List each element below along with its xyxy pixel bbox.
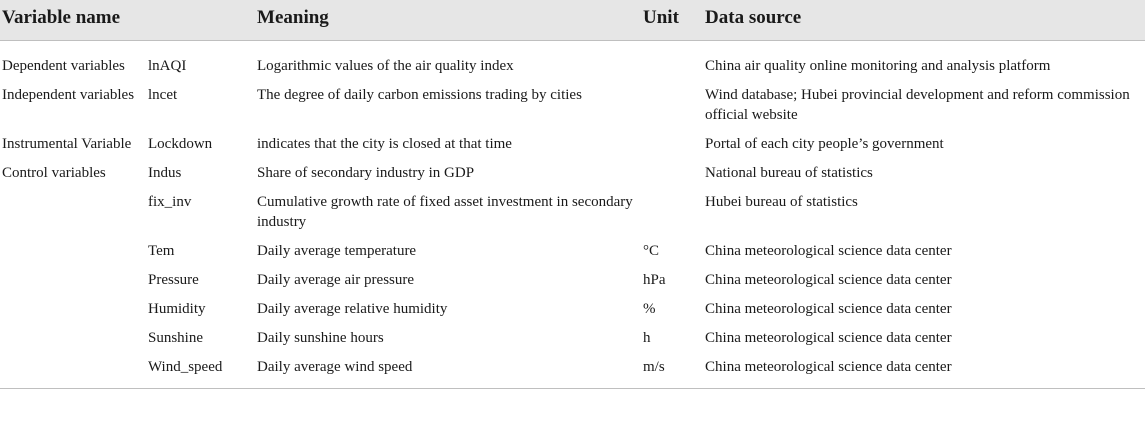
table-row (0, 319, 1145, 348)
cell-unit: h (643, 329, 651, 346)
header-data-source: Data source (705, 0, 1145, 40)
cell-category: Dependent variables (2, 57, 125, 74)
cell-meaning: The degree of daily carbon emissions trading by cities (257, 86, 582, 103)
table-row (0, 348, 1145, 389)
cell-unit (643, 125, 705, 154)
cell-source: China meteorological science data center (705, 242, 952, 259)
cell-variable: Humidity (148, 300, 206, 317)
cell-meaning: Daily sunshine hours (257, 329, 384, 346)
cell-source: Hubei bureau of statistics (705, 193, 858, 210)
table-row (0, 183, 1145, 232)
cell-category: Instrumental Variable (2, 135, 132, 152)
cell-unit: °C (643, 242, 660, 259)
table-header (0, 0, 1145, 40)
cell-category (0, 261, 148, 290)
cell-unit (643, 183, 705, 232)
cell-source: China air quality online monitoring and analysis platform (705, 57, 1051, 74)
cell-category: Control variables (2, 164, 106, 181)
cell-meaning: Cumulative growth rate of fixed asset investment in secondary industry (257, 193, 633, 230)
cell-unit (643, 40, 705, 76)
cell-category (0, 348, 148, 389)
cell-source: National bureau of statistics (705, 164, 873, 181)
cell-variable: Indus (148, 164, 182, 181)
cell-variable: lnAQI (148, 57, 187, 74)
cell-unit (643, 154, 705, 183)
cell-variable: lncet (148, 86, 178, 103)
cell-source: China meteorological science data center (705, 300, 952, 317)
cell-variable: Tem (148, 242, 175, 259)
cell-variable: Wind_speed (148, 358, 223, 375)
cell-source: China meteorological science data center (705, 329, 952, 346)
cell-variable: Lockdown (148, 135, 213, 152)
table-row (0, 125, 1145, 154)
cell-meaning: Daily average temperature (257, 242, 417, 259)
cell-meaning: Daily average wind speed (257, 358, 413, 375)
cell-category (0, 232, 148, 261)
cell-source: Portal of each city people’s government (705, 135, 944, 152)
header-unit: Unit (643, 0, 705, 40)
cell-meaning: Logarithmic values of the air quality index (257, 57, 514, 74)
header-meaning: Meaning (257, 0, 643, 40)
cell-variable: fix_inv (148, 193, 192, 210)
cell-category (0, 290, 148, 319)
header-row (0, 0, 1145, 40)
table-row (0, 154, 1145, 183)
table-row (0, 232, 1145, 261)
cell-meaning: indicates that the city is closed at that time (257, 135, 512, 152)
cell-meaning: Daily average relative humidity (257, 300, 448, 317)
cell-unit: m/s (643, 358, 665, 375)
table-row (0, 40, 1145, 76)
table-row (0, 290, 1145, 319)
table-row (0, 76, 1145, 125)
cell-meaning: Daily average air pressure (257, 271, 415, 288)
table-row (0, 261, 1145, 290)
cell-category (0, 183, 148, 232)
cell-category: Independent variables (2, 86, 135, 103)
cell-source: China meteorological science data center (705, 358, 952, 375)
table-body (0, 40, 1145, 388)
cell-source: Wind database; Hubei provincial development and reform commission official website (705, 86, 1130, 123)
cell-meaning: Share of secondary industry in GDP (257, 164, 475, 181)
cell-category (0, 319, 148, 348)
cell-unit: % (643, 300, 656, 317)
cell-source: China meteorological science data center (705, 271, 952, 288)
cell-variable: Sunshine (148, 329, 204, 346)
header-variable-name: Variable name (0, 0, 257, 40)
cell-unit: hPa (643, 271, 666, 288)
cell-unit (643, 76, 705, 125)
cell-variable: Pressure (148, 271, 199, 288)
